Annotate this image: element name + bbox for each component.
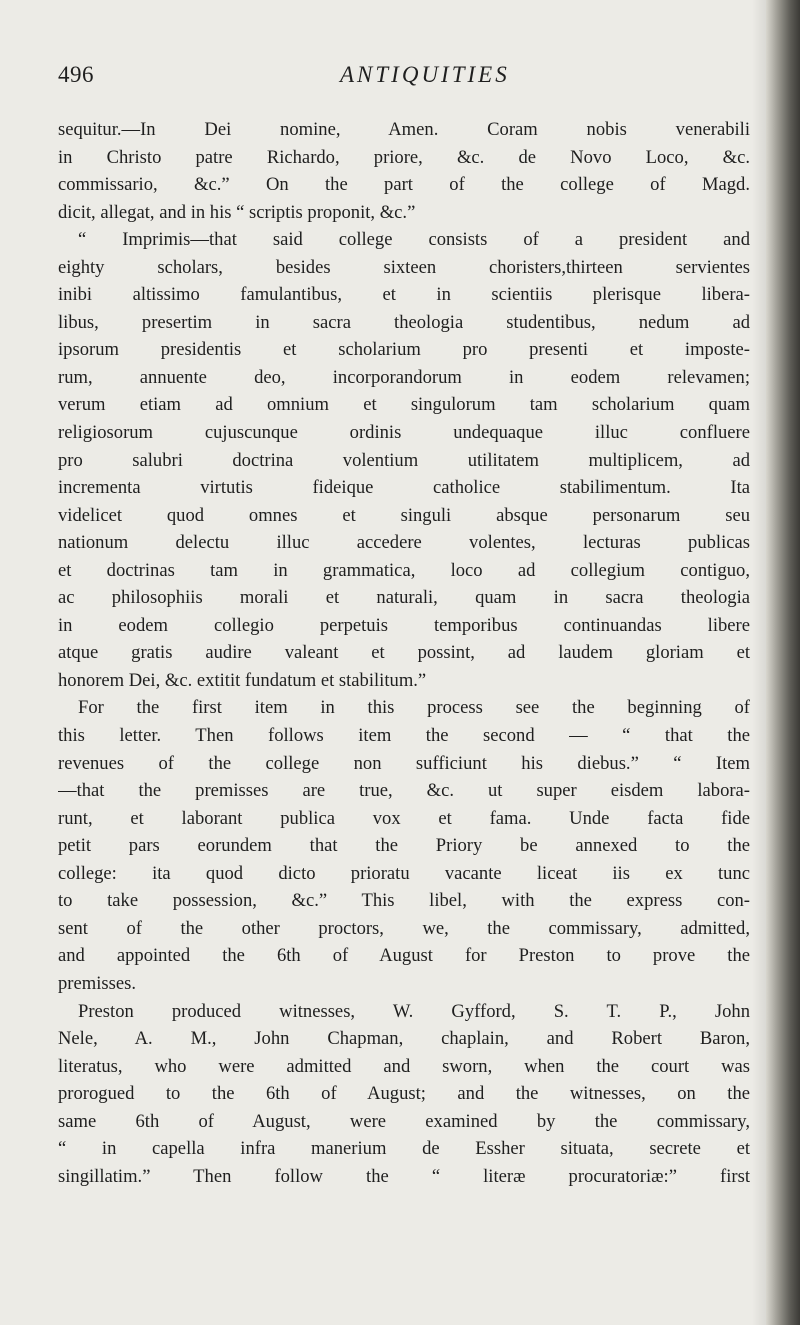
text-line: literatus, who were admitted and sworn, when the court was — [58, 1055, 750, 1077]
text-line: For the first item in this process see the beginning of — [78, 697, 750, 719]
text-line: ipsorum presidentis et scholarium pro presenti et imposte- — [58, 339, 750, 361]
text-line: singillatim.” Then follow the “ literæ procuratoriæ:” first — [58, 1165, 750, 1187]
text-line: “ in capella infra manerium de Essher situata, secrete et — [58, 1138, 750, 1160]
text-line: religiosorum cujuscunque ordinis undequaque illuc confluere — [58, 422, 750, 444]
body-text — [58, 116, 750, 1190]
text-line: prorogued to the 6th of August; and the witnesses, on the — [58, 1083, 750, 1105]
text-line: Preston produced witnesses, W. Gyfford, S. T. P., John — [78, 1000, 750, 1022]
text-line: in eodem collegio perpetuis temporibus continuandas libere — [58, 614, 750, 636]
text-line: pro salubri doctrina volentium utilitatem multiplicem, ad — [58, 449, 750, 471]
page-edge-shadow — [766, 0, 800, 1325]
text-line: nationum delectu illuc accedere volentes, lecturas publicas — [58, 532, 750, 554]
text-line: “ Imprimis—that said college consists of a president and — [78, 229, 750, 251]
text-line: petit pars eorundem that the Priory be annexed to the — [58, 835, 750, 857]
text-line: —that the premisses are true, &c. ut super eisdem labora- — [58, 780, 750, 802]
text-line: atque gratis audire valeant et possint, ad laudem gloriam et — [58, 642, 750, 664]
page-gutter-shade — [752, 0, 766, 1325]
text-line: this letter. Then follows item the second — “ that the — [58, 725, 750, 747]
text-line: rum, annuente deo, incorporandorum in eodem relevamen; — [58, 366, 750, 388]
text-line: inibi altissimo famulantibus, et in scientiis plerisque libera- — [58, 284, 750, 306]
page-number: 496 — [58, 62, 94, 87]
text-line: premisses. — [58, 972, 136, 994]
text-line: college: ita quod dicto prioratu vacante liceat iis ex tunc — [58, 862, 750, 884]
text-line: runt, et laborant publica vox et fama. Unde facta fide — [58, 807, 750, 829]
text-line: eighty scholars, besides sixteen choristers,thirteen servientes — [58, 256, 750, 278]
text-line: in Christo patre Richardo, priore, &c. de Novo Loco, &c. — [58, 146, 750, 168]
text-line: Nele, A. M., John Chapman, chaplain, and Robert Baron, — [58, 1028, 750, 1050]
text-line: same 6th of August, were examined by the commissary, — [58, 1110, 750, 1132]
text-line: et doctrinas tam in grammatica, loco ad collegium contiguo, — [58, 559, 750, 581]
page-header — [58, 62, 748, 96]
text-line: sequitur.—In Dei nomine, Amen. Coram nobis venerabili — [58, 119, 750, 140]
text-line: verum etiam ad omnium et singulorum tam scholarium quam — [58, 394, 750, 416]
text-line: to take possession, &c.” This libel, with the express con- — [58, 890, 750, 912]
running-head: ANTIQUITIES — [340, 62, 510, 87]
text-line: honorem Dei, &c. extitit fundatum et stabilitum.” — [58, 669, 427, 691]
text-line: libus, presertim in sacra theologia studentibus, nedum ad — [58, 311, 750, 333]
text-line: revenues of the college non sufficiunt his diebus.” “ Item — [58, 752, 750, 774]
text-line: and appointed the 6th of August for Preston to prove the — [58, 945, 750, 967]
text-line: commissario, &c.” On the part of the college of Magd. — [58, 174, 750, 196]
text-line: videlicet quod omnes et singuli absque personarum seu — [58, 504, 750, 526]
text-line: ac philosophiis morali et naturali, quam in sacra theologia — [58, 587, 750, 609]
text-line: dicit, allegat, and in his “ scriptis proponit, &c.” — [58, 201, 416, 223]
text-line: incrementa virtutis fideique catholice stabilimentum. Ita — [58, 477, 750, 499]
text-line: sent of the other proctors, we, the commissary, admitted, — [58, 917, 750, 939]
